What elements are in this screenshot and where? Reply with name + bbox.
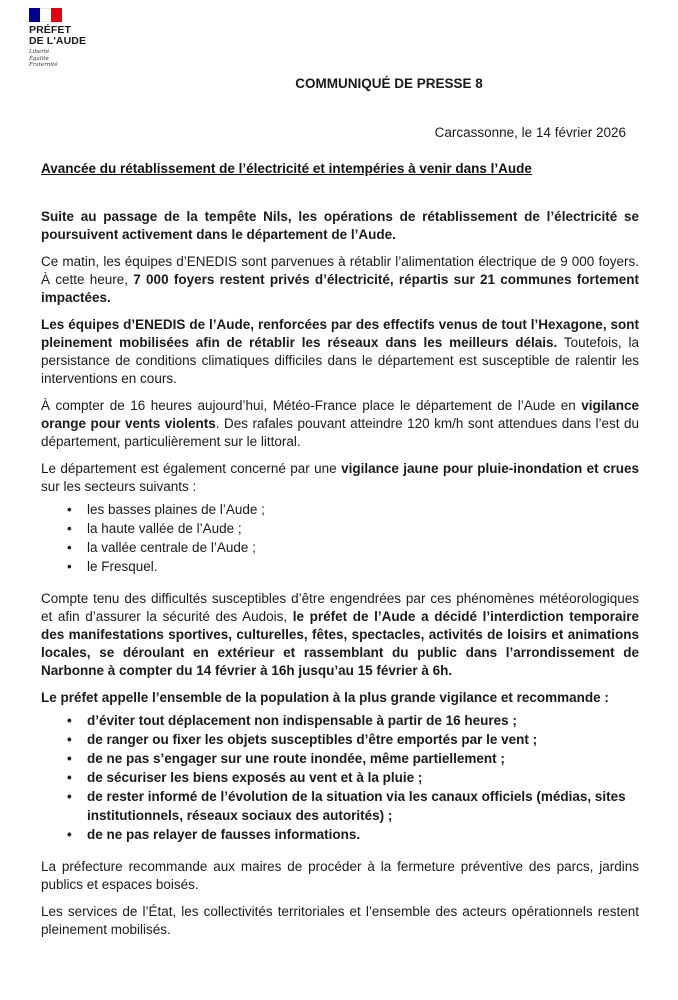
list-item: • de ranger ou fixer les objets susceptibles d’être emportés par le vent ; — [67, 730, 639, 749]
list-item: • de ne pas s’engager sur une route inondée, même partiellement ; — [67, 749, 639, 768]
paragraph-intro: Suite au passage de la tempête Nils, les opérations de rétablissement de l’électricité se poursuivent activement dans le département de l’Aude. — [41, 209, 639, 242]
bold-span: 7 000 foyers restent privés d’électricité, répartis sur 21 communes fortement impactées. — [41, 272, 639, 305]
french-flag-icon — [29, 8, 62, 22]
text-span: Compte tenu des difficultés susceptibles d’être engendrées par ces phénomènes météorologiques et afin d’assurer la sécurité des Audois, — [41, 591, 639, 624]
bold-span: Les équipes d’ENEDIS de l’Aude, renforcées par des effectifs venus de tout l’Hexagone, sont pleinement mobilisées afin de rétablir les réseaux dans les meilleurs délais. — [41, 317, 639, 350]
list-item: • la haute vallée de l’Aude ; — [67, 519, 639, 538]
motto-fraternite: Fraternité — [29, 62, 58, 68]
text-span: À compter de 16 heures aujourd’hui, Météo-France place le département de l’Aude en — [41, 398, 582, 413]
sectors-list — [41, 500, 639, 576]
list-item: • de sécuriser les biens exposés au vent et à la pluie ; — [67, 768, 639, 787]
text-span: Toutefois, la persistance de conditions climatiques difficiles dans le département est susceptible de ralentir les interventions en cours. — [41, 335, 639, 386]
subject-heading: Avancée du rétablissement de l’électricité et intempéries à venir dans l’Aude — [41, 161, 532, 176]
paragraph-mobilised: Les services de l’État, les collectivités territoriales et l’ensemble des acteurs opérationnels restent pleinement mobilisés. — [41, 904, 639, 937]
motto — [29, 49, 109, 69]
press-release-title: COMMUNIQUÉ DE PRESSE 8 — [295, 76, 483, 91]
press-release-body — [41, 208, 639, 948]
paragraph-enedis-teams — [41, 316, 639, 388]
paragraph-ban — [41, 590, 639, 680]
motto-egalite: Égalité — [29, 55, 49, 62]
list-item: • les basses plaines de l’Aude ; — [67, 500, 639, 519]
bold-span: vigilance orange pour vents violents — [41, 398, 639, 431]
paragraph-orange-alert — [41, 397, 639, 451]
list-item: • de rester informé de l’évolution de la situation via les canaux officiels (médias, sites institutionnels, réseaux sociaux des autorités) ; — [67, 787, 639, 825]
text-span: Le département est également concerné par une — [41, 461, 342, 476]
list-item: • de ne pas relayer de fausses informations. — [67, 825, 639, 844]
list-item: • d’éviter tout déplacement non indispensable à partir de 16 heures ; — [67, 711, 639, 730]
paragraph-yellow-alert — [41, 460, 639, 496]
place-date: Carcassonne, le 14 février 2026 — [434, 125, 626, 140]
recommendations-list — [41, 711, 639, 844]
list-item: • la vallée centrale de l’Aude ; — [67, 538, 639, 557]
logo-line-2: DE L'AUDE — [29, 35, 87, 47]
paragraph-parks: La préfecture recommande aux maires de procéder à la fermeture préventive des parcs, jardins publics et espaces boisés. — [41, 859, 639, 892]
paragraph-enedis-progress — [41, 253, 639, 307]
list-item: • le Fresquel. — [67, 557, 639, 576]
logo-line-1: PRÉFET — [29, 24, 72, 36]
paragraph-recommendation-intro: Le préfet appelle l’ensemble de la population à la plus grande vigilance et recommande : — [41, 690, 609, 705]
prefecture-logo — [29, 8, 109, 69]
text-span: . Des rafales pouvant atteindre 120 km/h sont attendues dans l’est du département, particulièrement sur le littoral. — [41, 416, 639, 449]
text-span: sur les secteurs suivants : — [41, 479, 197, 494]
text-span: Ce matin, les équipes d’ENEDIS sont parvenues à rétablir l’alimentation électrique de 9 000 foyers. À cette heure, — [41, 254, 639, 287]
bold-span: le préfet de l’Aude a décidé l’interdiction temporaire des manifestations sportives, culturelles, fêtes, spectacles, activités de loisirs et animations locales, se déroulant en extérieur et rassemblant du public dans l’arrondissement de Narbonne à compter du 14 février à 16h jusqu’au 15 février à 6h. — [41, 609, 639, 678]
bold-span: vigilance jaune pour pluie-inondation et crues — [341, 461, 639, 476]
motto-liberte: Liberté — [29, 49, 50, 55]
